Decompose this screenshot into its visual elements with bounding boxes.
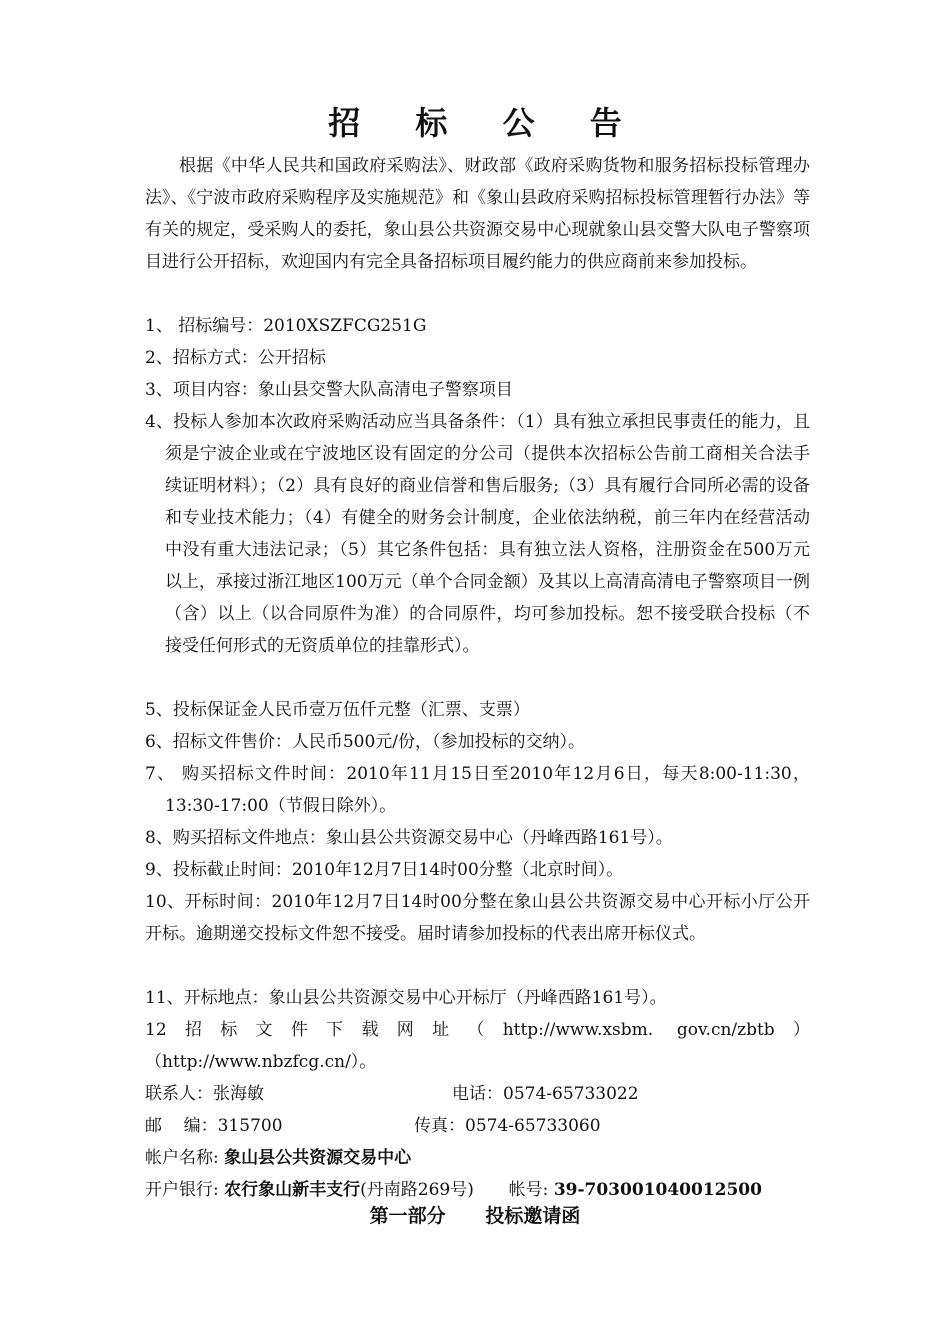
account-name-label: 帐户名称:: [145, 1148, 219, 1168]
list-item-12: 12招标文件下载网址（http://www.xsbm. gov.cn/zbtb）（http://www.nbzfcg.cn/）。: [145, 1020, 810, 1072]
page-title: 招 标 公 告: [328, 104, 644, 142]
list-item-1: 1、 招标编号：2010XSZFCG251G: [145, 316, 427, 336]
list-item-7: 7、 购买招标文件时间：2010年11月15日至2010年12月6日，每天8:00-11:30，13:30-17:00（节假日除外）。: [145, 764, 810, 816]
account-name: 象山县公共资源交易中心: [224, 1148, 412, 1168]
contact-fax: 传真：0574-65733060: [414, 1116, 601, 1136]
list-item-10: 10、开标时间：2010年12月7日14时00分整在象山县公共资源交易中心开标小厅公开开标。逾期递交投标文件恕不接受。届时请参加投标的代表出席开标仪式。: [145, 892, 810, 944]
contact-person: 联系人：张海敏: [145, 1084, 264, 1104]
bank-label: 开户银行:: [145, 1180, 219, 1200]
account-name-row: [145, 1142, 411, 1174]
bank-name: 农行象山新丰支行: [224, 1180, 361, 1200]
list-item-9: 9、投标截止时间：2010年12月7日14时00分整（北京时间）。: [145, 860, 624, 880]
list-item-2: 2、招标方式：公开招标: [145, 348, 326, 368]
list-item-11: 11、开标地点：象山县公共资源交易中心开标厅（丹峰西路161号）。: [145, 988, 667, 1008]
intro-paragraph: 根据《中华人民共和国政府采购法》、财政部《政府采购货物和服务招标投标管理办法》、《宁波市政府采购程序及实施规范》和《象山县政府采购招标投标管理暂行办法》等有关的规定，受采购人的委托，象山县公共资源交易中心现就象山县交警大队电子警察项目进行公开招标，欢迎国内有完全具备招标项目履约能力的供应商前来参加投标。: [145, 156, 810, 272]
account-number: 39-703001040012500: [553, 1180, 762, 1200]
bank-address: (丹南路269号): [360, 1180, 474, 1200]
list-item-6: 6、招标文件售价：人民币500元/份，（参加投标的交纳）。: [145, 732, 585, 752]
list-item-4: 4、投标人参加本次政府采购活动应当具备条件：（1）具有独立承担民事责任的能力，且须是宁波企业或在宁波地区设有固定的分公司（提供本次招标公告前工商相关合法手续证明材料）；（2）具有良好的商业信誉和售后服务;（3）具有履行合同所必需的设备和专业技术能力；（4）有健全的财务会计制度，企业依法纳税，前三年内在经营活动中没有重大违法记录；（5）其它条件包括：具有独立法人资格，注册资金在500万元以上，承接过浙江地区100万元（单个合同金额）及其以上高清高清电子警察项目一例（含）以上（以合同原件为准）的合同原件，均可参加投标。恕不接受联合投标（不接受任何形式的无资质单位的挂靠形式）。: [145, 412, 810, 656]
list-item-3: 3、项目内容：象山县交警大队高清电子警察项目: [145, 380, 513, 400]
contact-postcode: 邮 编：315700: [145, 1116, 283, 1136]
list-item-8: 8、购买招标文件地点：象山县公共资源交易中心（丹峰西路161号）。: [145, 828, 673, 848]
account-number-label: 帐号:: [508, 1180, 549, 1200]
contact-phone: 电话：0574-65733022: [452, 1084, 639, 1104]
section-title: 第一部分 投标邀请函: [369, 1205, 581, 1227]
list-item-5: 5、投标保证金人民币壹万伍仟元整（汇票、支票）: [145, 700, 530, 720]
